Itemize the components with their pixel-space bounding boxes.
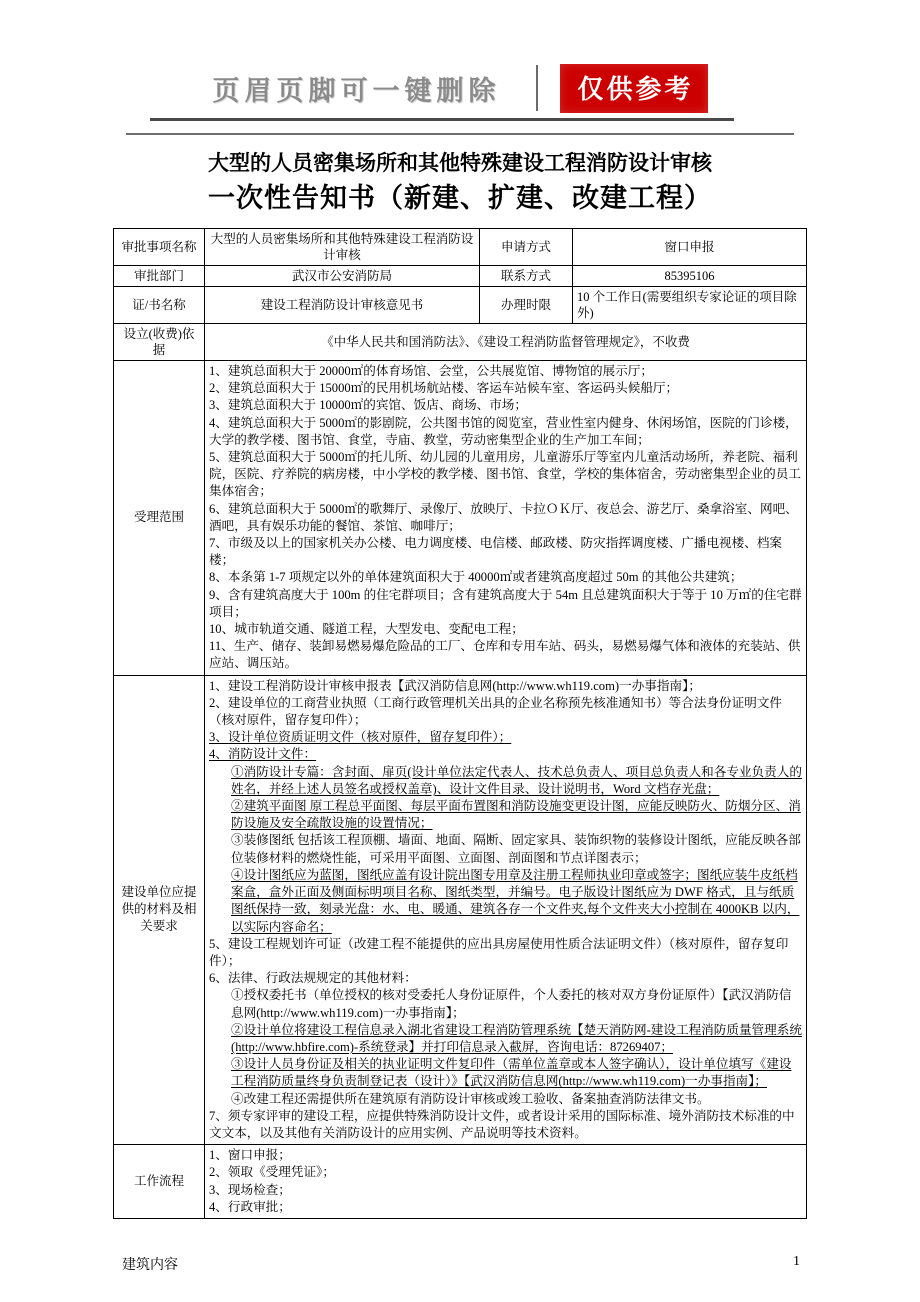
list-item bbox=[209, 1056, 802, 1090]
list-item bbox=[209, 1091, 802, 1108]
list-item bbox=[209, 798, 802, 832]
label-contact: 联系方式 bbox=[480, 266, 573, 287]
list-item bbox=[209, 936, 802, 970]
value-acceptance-scope bbox=[205, 361, 807, 676]
list-item bbox=[209, 729, 802, 746]
label-required-materials: 建设单位应提供的材料及相关要求 bbox=[114, 675, 205, 1144]
list-item: 9、含有建筑高度大于 100m 的住宅群项目；含有建筑高度大于 54m 且总建筑面积大于等于 10 万㎡的住宅群项目； bbox=[209, 587, 802, 619]
list-item: 10、城市轨道交通、隧道工程，大型发电、变配电工程； bbox=[209, 622, 524, 637]
list-item: 3、建筑总面积大于 10000㎡的宾馆、饭店、商场、市场； bbox=[209, 398, 527, 413]
value-contact: 85395106 bbox=[573, 266, 807, 287]
list-item: 6、建筑总面积大于 5000㎡的歌舞厅、录像厅、放映厅、卡拉ＯＫ厅、夜总会、游艺厅、桑拿浴室、网吧、酒吧，具有娱乐功能的餐馆、茶馆、咖啡厅； bbox=[209, 501, 798, 533]
table-row-department bbox=[114, 266, 807, 287]
list-item: 4、行政审批； bbox=[209, 1199, 291, 1214]
header-rule-upper bbox=[150, 118, 734, 121]
label-certificate-name: 证/书名称 bbox=[114, 287, 205, 324]
list-item-text: ④设计图纸应为蓝图，图纸应盖有设计院出图专用章及注册工程师执业印章或签字；图纸应装牛皮纸档案盒，盒外正面及侧面标明项目名称、图纸类型，并编号。电子版设计图纸应为 DWF 格式，且与纸质图纸保持一致，刻录光盘：水、电、暖通、建筑各存一个文件夹,每个文件夹大小控制在 4000KB 以内，以实际内容命名； bbox=[231, 867, 800, 934]
main-table-wrapper bbox=[113, 228, 807, 1219]
list-item-text: ③装修图纸 包括该工程顶棚、墙面、地面、隔断、固定家具、装饰织物的装修设计图纸，应能反映各部位装修材料的燃烧性能，可采用平面图、立面图、剖面图和节点详图表示； bbox=[231, 833, 801, 865]
label-acceptance-scope: 受理范围 bbox=[114, 361, 205, 676]
value-workflow bbox=[205, 1145, 807, 1219]
list-item-text: 1、建设工程消防设计审核申报表【武汉消防信息网(http://www.wh119.com)一办事指南】； bbox=[209, 678, 701, 693]
page-footer bbox=[0, 1254, 920, 1278]
title-block bbox=[0, 148, 920, 218]
list-item: 1、窗口申报； bbox=[209, 1148, 291, 1163]
label-item-name: 审批事项名称 bbox=[114, 229, 205, 266]
value-processing-time: 10 个工作日(需要组织专家论证的项目除外) bbox=[573, 287, 807, 324]
footer-left-text: 建筑内容 bbox=[122, 1258, 178, 1273]
list-item-text: 4、消防设计文件： bbox=[209, 747, 317, 762]
list-item-text: 2、建设单位的工商营业执照（工商行政管理机关出具的企业名称预先核准通知书）等合法身份证明文件（核对原件，留存复印件）； bbox=[209, 695, 783, 728]
list-item bbox=[209, 695, 802, 729]
list-item: 7、市级及以上的国家机关办公楼、电力调度楼、电信楼、邮政楼、防灾指挥调度楼、广播电视楼、档案楼； bbox=[209, 536, 783, 568]
header-rule-lower bbox=[126, 133, 794, 135]
list-item bbox=[209, 1022, 802, 1056]
reference-only-badge: 仅供参考 bbox=[560, 64, 707, 113]
table-row-workflow bbox=[114, 1145, 807, 1219]
list-item: 8、本条第 1-7 项规定以外的单体建筑面积大于 40000㎡或者建筑高度超过 50m 的其他公共建筑； bbox=[209, 570, 743, 585]
list-item bbox=[209, 832, 802, 866]
list-item-text: ④改建工程还需提供所在建筑原有消防设计审核或竣工验收、备案抽查消防法律文书。 bbox=[231, 1091, 710, 1106]
list-item bbox=[209, 746, 802, 763]
label-processing-time: 办理时限 bbox=[480, 287, 573, 324]
list-item: 11、生产、储存、装卸易燃易爆危险品的工厂、仓库和专用车站、码头，易燃易爆气体和液体的充装站、供应站、调压站。 bbox=[209, 639, 801, 671]
list-item-text: ①授权委托书（单位授权的核对受委托人身份证原件，个人委托的核对双方身份证原件）【武汉消防信息网(http://www.wh119.com)一办事指南】； bbox=[231, 988, 792, 1020]
list-item: 5、建筑总面积大于 5000㎡的托儿所、幼儿园的儿童用房，儿童游乐厅等室内儿童活动场所，养老院、福利院，医院、疗养院的病房楼，中小学校的教学楼、图书馆、食堂，学校的集体宿舍，劳动密集型企业的员工集体宿舍； bbox=[209, 450, 801, 499]
list-item: 3、现场检查； bbox=[209, 1182, 291, 1197]
list-item-text: ②设计单位将建设工程信息录入湖北省建设工程消防管理系统【楚天消防网-建设工程消防质量管理系统(http://www.hbfire.com)-系统登录】并打印信息录入截屏，咨询电话：87269407； bbox=[231, 1022, 802, 1054]
page-title-line2: 一次性告知书（新建、扩建、改建工程） bbox=[208, 183, 712, 214]
list-item-text: 7、须专家评审的建设工程，应提供特殊消防设计文件，或者设计采用的国际标准、境外消防技术标准的中文文本，以及其他有关消防设计的应用实例、产品说明等技术资料。 bbox=[209, 1108, 795, 1140]
info-table bbox=[113, 228, 807, 1219]
table-row-certificate bbox=[114, 287, 807, 324]
list-item bbox=[209, 987, 802, 1021]
list-item-text: 6、法律、行政法规规定的其他材料： bbox=[209, 971, 417, 986]
table-row-materials bbox=[114, 675, 807, 1144]
list-item: 2、建筑总面积大于 15000㎡的民用机场航站楼、客运车站候车室、客运码头候船厅； bbox=[209, 381, 679, 396]
value-required-materials bbox=[205, 675, 807, 1144]
footer-page-number: 1 bbox=[793, 1254, 800, 1269]
table-row-scope bbox=[114, 361, 807, 676]
list-item-text: ③设计人员身份证及相关的执业证明文件复印件（需单位盖章或本人签字确认），设计单位填写《建设工程消防质量终身负责制登记表（设计）》【武汉消防信息网(http://www.wh119.com)一办事指南】； bbox=[231, 1057, 792, 1089]
value-application-method: 窗口申报 bbox=[573, 229, 807, 266]
label-department: 审批部门 bbox=[114, 266, 205, 287]
list-item-text: 5、建设工程规划许可证（改建工程不能提供的应出具房屋使用性质合法证明文件）（核对原件，留存复印件）； bbox=[209, 936, 789, 968]
value-certificate-name: 建设工程消防设计审核意见书 bbox=[205, 287, 480, 324]
value-department: 武汉市公安消防局 bbox=[205, 266, 480, 287]
header-watermark-text: 页眉页脚可一键删除 bbox=[212, 75, 501, 107]
list-item bbox=[209, 970, 802, 987]
list-item bbox=[209, 678, 802, 695]
label-workflow: 工作流程 bbox=[114, 1145, 205, 1219]
list-item bbox=[209, 1108, 802, 1142]
header-zone bbox=[0, 0, 920, 140]
table-row-item-name bbox=[114, 229, 807, 266]
page-title-line1: 大型的人员密集场所和其他特殊建设工程消防设计审核 bbox=[208, 151, 712, 175]
list-item-text: ①消防设计专篇：含封面、扉页(设计单位法定代表人、技术总负责人、项目总负责人和各专业负责人的姓名，并经上述人员签名或授权盖章)、设计文件目录、设计说明书，Word 文档存光盘； bbox=[231, 764, 802, 796]
label-application-method: 申请方式 bbox=[480, 229, 573, 266]
table-row-basis bbox=[114, 324, 807, 361]
list-item-text: 3、设计单位资质证明文件（核对原件，留存复印件）； bbox=[209, 730, 512, 745]
list-item: 2、领取《受理凭证》； bbox=[209, 1165, 335, 1180]
header-vertical-divider bbox=[536, 65, 538, 111]
list-item: 4、建筑总面积大于 5000㎡的影剧院，公共图书馆的阅览室，营业性室内健身、休闲场馆，医院的门诊楼，大学的教学楼、图书馆、食堂，寺庙、教堂，劳动密集型企业的生产加工车间； bbox=[209, 415, 798, 447]
list-item bbox=[209, 867, 802, 936]
list-item bbox=[209, 764, 802, 798]
list-item: 1、建筑总面积大于 20000㎡的体育场馆、会堂，公共展览馆、博物馆的展示厅； bbox=[209, 364, 653, 378]
value-establishment-basis: 《中华人民共和国消防法》、《建设工程消防监督管理规定》，不收费 bbox=[205, 324, 807, 361]
list-item-text: ②建筑平面图 原工程总平面图、每层平面布置图和消防设施变更设计图，应能反映防火、防烟分区、消防设施及安全疏散设施的设置情况； bbox=[231, 799, 801, 831]
header-inner bbox=[115, 62, 805, 114]
label-establishment-basis: 设立(收费)依据 bbox=[114, 324, 205, 361]
value-item-name: 大型的人员密集场所和其他特殊建设工程消防设计审核 bbox=[205, 229, 480, 266]
